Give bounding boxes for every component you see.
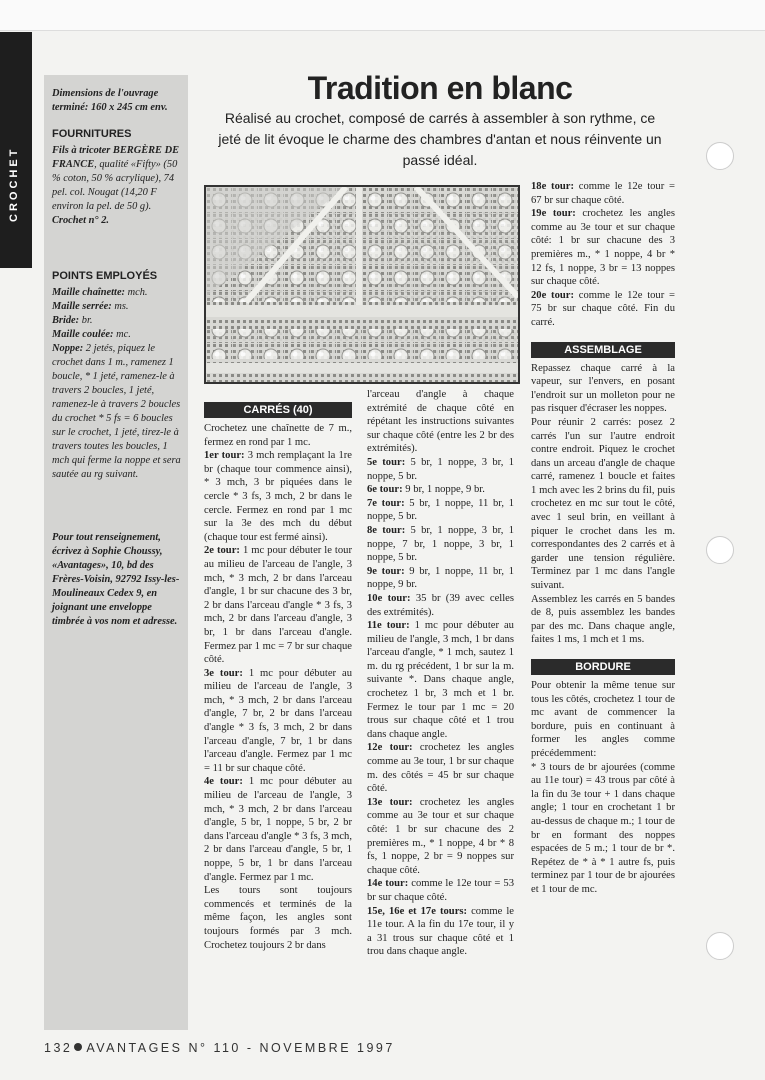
stitch-abbr: br. [81,315,93,326]
round-label: 8e tour: [367,524,406,536]
round-label: 15e, 16e et 17e tours: [367,905,468,917]
round-text: comme le 11e tour. A la fin du 17e tour, il y a 31 trous sur chaque côté et 1 trou dans chaque angle. [367,905,514,958]
round-6 [367,483,514,497]
noppe-definition [52,342,184,482]
round-label: 3e tour: [204,667,243,679]
stitch-row [52,314,184,328]
paragraph: * 3 tours de br ajourées (comme au 11e tour) = 43 trous par côté à la fin du 3e tour + 1 dans chaque angle; 1 tour en crochetant 1 br au-dessus de chaque m.; 1 tour de br en formant des noppes espacées de 5 m.; 1 tour de br *. Repétez de * à * 1 autre fs, puis terminez par 1 tour de br ajourées et 1 tour de mc. [531,761,675,895]
round-19 [531,207,675,289]
stitch-abbr: mch. [127,287,148,298]
round-label: 4e tour: [204,776,243,788]
round-text: crochetez les angles comme au 3e tour, 1 br sur chaque m. des côtés = 45 br sur chaque côté. [367,742,514,795]
stitch-row [52,328,184,342]
round-12 [367,741,514,795]
stitch-term: Maille chaînette: [52,287,126,298]
dimensions-label: Dimensions de l'ouvrage terminé: [52,88,159,113]
bullet-icon [74,1043,82,1051]
paragraph: Assemblez les carrés en 5 bandes de 8, puis assemblez les bandes par des mc. Dans chaque angle, faites 1 ms, 1 mch et 1 ms. [531,593,675,646]
round-text: comme le 12e tour = 75 br sur chaque côté. Fin du carré. [531,289,675,328]
round-10 [367,592,514,619]
round-14 [367,877,514,904]
noppe-term: Noppe: [52,343,84,354]
column-3 [531,180,675,897]
round-text: 9 br, 1 noppe, 9 br. [405,484,485,496]
noppe-text: 2 jetés, piquez le crochet dans 1 m., ramenez 1 boucle, * 1 jeté, ramenez-le à travers 2 boucles, 1 jeté, ramenez-le à travers 2 boucles du crochet * 5 fs = 6 boucles sur le crochet, 1 jeté, tirez-le à travers toutes les boucles, 1 mch qui ferme la noppe et sera sautée au rg suivant. [52,343,181,480]
section-header-bordure: BORDURE [531,659,675,675]
round-text: 1 mc pour débuter au milieu de l'arceau de l'angle, 3 mch, * 3 mch, 2 br dans l'arceau d'angle, 5 br, 1 noppe, 5 br, 2 br dans l'arceau d'angle * 3 fs, 3 mch, 2 br dans l'arceau d'angle, 5 br, 1 noppe, 5 br, 1 br dans l'arceau d'angle. Fermez par 1 mc. [204,776,352,883]
paragraph: l'arceau d'angle à chaque extrémité de chaque côté en répétant les instructions suivantes sur chaque côté (entre les 2 br des extrémités). [367,389,514,455]
round-label: 12e tour: [367,742,413,754]
round-text: crochetez les angles comme au 3e tour et sur chaque côté: 1 br sur chacune des 3 premières m., * 1 noppe, 4 br * 12 fs, 1 noppe, 3 br = 13 noppes sur chaque côté. [531,208,675,288]
stitches-title: POINTS EMPLOYÉS [52,270,158,282]
binder-hole [706,142,734,170]
round-5 [367,456,514,483]
column-1 [204,402,352,952]
supplies-lead: Fils à tricoter BERGÈRE DE FRANCE [52,145,180,170]
round-label: 6e tour: [367,484,403,496]
round-label: 2e tour: [204,545,240,557]
round-label: 7e tour: [367,497,405,509]
round-3 [204,667,352,776]
round-label: 10e tour: [367,592,411,604]
crochet-square-photo [204,185,520,384]
round-18 [531,180,675,207]
round-20 [531,289,675,330]
round-text: 1 mc pour débuter au milieu de l'arceau de l'angle, 3 mch, * 3 mch, 2 br dans l'arceau d'angle, 7 br, 2 br dans l'arceau d'angle * 3 fs, 3 mch, 2 br dans l'arceau d'angle, 7 br, 1 br dans l'arceau d'angle. Fermez par 1 mc = 11 br sur chaque côté. [204,667,352,774]
paragraph: Pour réunir 2 carrés: posez 2 carrés l'un sur l'autre endroit contre endroit. Piquez le crochet dans un arceau d'angle de chaque carré, ramenez 1 boucle et faites 1 mch avec les 2 brins du fil, puis crochetez en mc sur tout le côté, avec 1 seul brin, en veillant à piquer le crochet dans les m. correspondantes des 2 carrés et à garder une tension régulière. Terminez par 1 mc dans l'angle suivant. [531,416,675,592]
round-text: crochetez les angles comme au 3e tour et sur chaque côté: 1 br sur chacune des 2 premières m., * 1 noppe, 4 br * 8 fs, 1 noppe, 2 br = 9 noppes sur chaque côté. [367,796,514,876]
round-label: 9e tour: [367,565,405,577]
round-label: 1er tour: [204,450,245,462]
stitches-section [52,269,184,482]
round-9 [367,565,514,592]
stitch-row [52,300,184,314]
round-text: 1 mc pour débuter le tour au milieu de l'arceau de l'angle, 3 mch, * 3 mch, 2 br dans l'arceau d'angle, 1 br sur chacune des 3 br, 2 br dans l'arceau d'angle * 3 fs, 3 mch, 2 br dans l'arceau d'angle, 3 br, 1 br dans l'arceau d'angle. Fermez par 1 mc = 7 br sur chaque côté. [204,545,352,666]
dimensions-value: 160 x 245 cm env. [90,102,168,113]
stitch-term: Maille coulée: [52,329,114,340]
page-footer [44,1041,395,1055]
binder-hole [706,932,734,960]
stitch-abbr: mc. [116,329,131,340]
supplies-text: , qualité «Fifty» (50 % coton, 50 % acrylique), 74 pel. col. Nougat (14,20 F environ la pel. de 50 g). [52,159,178,212]
paragraph: Crochetez une chaînette de 7 m., fermez en rond par 1 mc. [204,423,352,448]
page-number: 132 [44,1041,73,1055]
supplies-section [52,127,184,228]
contact-info: Pour tout renseignement, écrivez à Sophie Choussy, «Avantages», 10, bd des Frères-Voisin, 92792 Issy-les-Moulineaux Cedex 9, en joignant une enveloppe timbrée à vos nom et adresse. [52,532,180,627]
stitch-term: Maille serrée: [52,301,112,312]
section-tab-label: CROCHET [8,146,20,222]
round-8 [367,524,514,565]
round-text: 1 mc pour débuter au milieu de l'angle, 3 mch, 1 br dans l'arceau d'angle, * 1 mch, sautez 1 m. du rg précédent, 1 br sur la m. suivante *. Dans chaque angle, crochetez 1 br, 3 mch et 1 br. Fermez le tour par 1 mc = 20 trous sur chaque côté et 1 trou dans chaque angle. [367,620,514,740]
round-text: comme le 12e tour = 67 br sur chaque côté. [531,181,675,206]
section-header-carres: CARRÉS (40) [204,402,352,418]
stitch-term: Bride: [52,315,80,326]
round-label: 13e tour: [367,796,413,808]
previous-page-edge [0,0,765,31]
round-2 [204,544,352,666]
round-label: 14e tour: [367,878,409,890]
round-13 [367,796,514,878]
section-tab [0,32,32,268]
round-label: 19e tour: [531,208,576,220]
round-label: 20e tour: [531,289,575,301]
round-text: 5 br, 1 noppe, 11 br, 1 noppe, 5 br. [367,497,514,523]
round-4 [204,775,352,884]
supplies-title: FOURNITURES [52,128,132,140]
round-label: 18e tour: [531,181,575,192]
column-2 [367,388,514,959]
paragraph: Pour obtenir la même tenue sur tous les côtés, crochetez 1 tour de mc avant de commencer la bordure, puis en continuant à former les angles comme précédemment: [531,680,675,759]
section-header-assemblage: ASSEMBLAGE [531,342,675,358]
round-text: 35 br (39 avec celles des extrémités). [367,592,514,618]
paragraph: Les tours sont toujours commencés et terminés de la même façon, les angles sont toujours formés par 3 mch. Crochetez toujours 2 br dans [204,885,352,951]
round-11 [367,619,514,741]
round-text: 5 br, 1 noppe, 3 br, 1 noppe, 7 br, 1 noppe, 3 br, 1 noppe, 5 br. [367,524,515,564]
round-1 [204,449,352,544]
sidebar-box [44,75,188,1030]
stitch-abbr: ms. [114,301,129,312]
round-text: comme le 12e tour = 53 br sur chaque côté. [367,878,514,903]
magazine-issue: AVANTAGES N° 110 - NOVEMBRE 1997 [86,1041,395,1055]
crochet-pattern-image [206,187,518,382]
binder-hole [706,536,734,564]
stitch-row [52,286,184,300]
round-7 [367,497,514,524]
round-label: 5e tour: [367,456,406,468]
round-text: 3 mch remplaçant la 1re br (chaque tour commence ainsi), * 3 mch, 3 br piquées dans le cercle * 3 fs, 3 mch, 2 br dans le cercle. Fermez en rond par 1 mc sur la 3e des mch du début (chaque tour est fermé ainsi). [204,450,353,543]
hook-size: Crochet n° 2. [52,215,109,226]
round-15-17 [367,905,514,959]
round-label: 11e tour: [367,620,410,632]
round-text: 5 br, 1 noppe, 3 br, 1 noppe, 5 br. [367,456,515,482]
article-title: Tradition en blanc [307,70,573,106]
round-text: 9 br, 1 noppe, 11 br, 1 noppe, 9 br. [367,565,514,591]
article-subtitle: Réalisé au crochet, composé de carrés à assembler à son rythme, ce jeté de lit évoque le charme des chambres d'antan et nous réinvente un passé idéal. [218,110,662,168]
dimensions [52,87,184,115]
paragraph: Repassez chaque carré à la vapeur, sur l'envers, en posant l'endroit sur un molleton pour ne pas risquer d'écraser les noppes. [531,362,675,415]
